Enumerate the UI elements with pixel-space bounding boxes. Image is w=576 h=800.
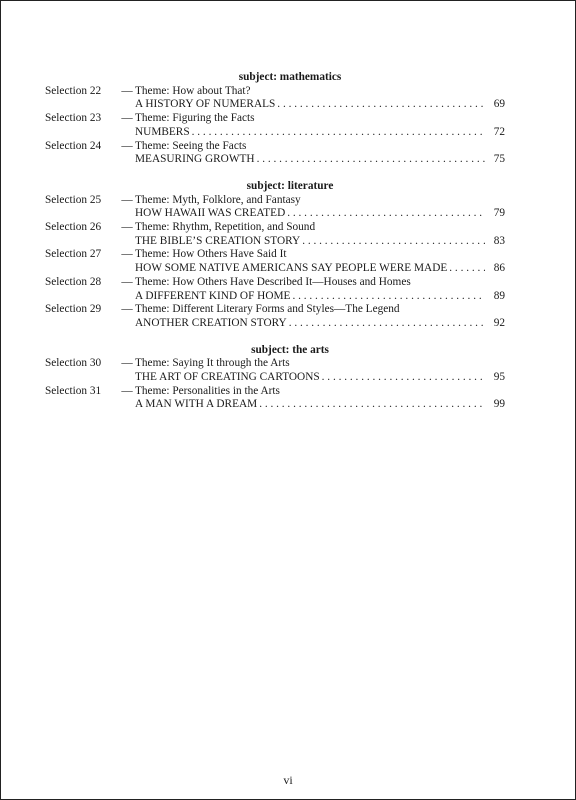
- selection-label: Selection 31: [45, 384, 102, 397]
- theme-text: Theme: Figuring the Facts: [135, 112, 255, 125]
- selection-title: NUMBERS: [135, 125, 190, 138]
- dot-leader: [285, 207, 485, 221]
- selection-label: Selection 26: [45, 221, 102, 234]
- page-number: 69: [493, 98, 505, 111]
- theme-text: Theme: How about That?: [135, 84, 251, 97]
- selection-title: HOW HAWAII WAS CREATED: [135, 207, 286, 220]
- toc-section-the-arts: [45, 344, 505, 413]
- dash: —: [121, 139, 133, 152]
- dot-leader: [320, 371, 485, 385]
- dash: —: [121, 84, 133, 97]
- dot-leader: [275, 98, 485, 112]
- selection-label: Selection 25: [45, 193, 102, 206]
- dot-leader: [255, 153, 485, 167]
- page-number: 72: [493, 125, 505, 138]
- dash: —: [121, 384, 133, 397]
- dash: —: [121, 303, 133, 316]
- selection-title: ANOTHER CREATION STORY: [135, 316, 287, 329]
- page-number: 75: [493, 153, 505, 166]
- toc-entry: [45, 112, 505, 139]
- toc-entry: [45, 194, 505, 221]
- page-number: 83: [493, 234, 505, 247]
- dash: —: [121, 193, 133, 206]
- dash: —: [121, 112, 133, 125]
- toc-entry: [45, 140, 505, 167]
- toc-entry: [45, 221, 505, 248]
- table-of-contents: [45, 71, 505, 412]
- dash: —: [121, 275, 133, 288]
- selection-label: Selection 24: [45, 139, 102, 152]
- section-heading: subject: literature: [246, 179, 334, 192]
- toc-entry: [45, 357, 505, 384]
- theme-text: Theme: Different Literary Forms and Styles—The Legend: [135, 303, 400, 316]
- toc-entry: [45, 385, 505, 412]
- selection-title: A MAN WITH A DREAM: [135, 398, 258, 411]
- theme-text: Theme: Rhythm, Repetition, and Sound: [135, 221, 316, 234]
- toc-entry: [45, 248, 505, 275]
- toc-section-literature: [45, 180, 505, 331]
- dash: —: [121, 357, 133, 370]
- selection-title: A DIFFERENT KIND OF HOME: [135, 289, 291, 302]
- dash: —: [121, 221, 133, 234]
- theme-text: Theme: Saying It through the Arts: [135, 357, 290, 370]
- dash: —: [121, 248, 133, 261]
- page-number: 89: [493, 289, 505, 302]
- selection-label: Selection 28: [45, 275, 102, 288]
- selection-title: MEASURING GROWTH: [135, 153, 255, 166]
- page-number: 92: [493, 316, 505, 329]
- page-number: 95: [493, 371, 505, 384]
- dot-leader: [290, 290, 485, 304]
- selection-title: HOW SOME NATIVE AMERICANS SAY PEOPLE WERE MADE: [135, 262, 448, 275]
- page-number: 79: [493, 207, 505, 220]
- selection-label: Selection 30: [45, 357, 102, 370]
- toc-entry: [45, 85, 505, 112]
- page-footer-number: vi: [283, 773, 293, 787]
- dot-leader: [300, 235, 485, 249]
- toc-entry: [45, 276, 505, 303]
- selection-label: Selection 27: [45, 248, 102, 261]
- page-number: 99: [493, 398, 505, 411]
- theme-text: Theme: Personalities in the Arts: [135, 384, 280, 397]
- selection-label: Selection 29: [45, 303, 102, 316]
- toc-entry: [45, 303, 505, 330]
- selection-label: Selection 23: [45, 112, 102, 125]
- theme-text: Theme: How Others Have Described It—Houses and Homes: [135, 275, 411, 288]
- section-heading: subject: the arts: [251, 343, 329, 356]
- section-heading: subject: mathematics: [238, 71, 342, 83]
- selection-title: THE BIBLE’S CREATION STORY: [135, 234, 301, 247]
- dot-leader: [257, 398, 485, 412]
- dot-leader: [287, 317, 485, 331]
- toc-section-mathematics: [45, 71, 505, 167]
- dot-leader: [190, 126, 485, 140]
- selection-title: THE ART OF CREATING CARTOONS: [135, 371, 320, 384]
- selection-label: Selection 22: [45, 84, 102, 97]
- page-number: 86: [493, 262, 505, 275]
- dot-leader: [447, 262, 485, 276]
- theme-text: Theme: Myth, Folklore, and Fantasy: [135, 193, 301, 206]
- theme-text: Theme: Seeing the Facts: [135, 139, 247, 152]
- theme-text: Theme: How Others Have Said It: [135, 248, 287, 261]
- selection-title: A HISTORY OF NUMERALS: [135, 98, 276, 111]
